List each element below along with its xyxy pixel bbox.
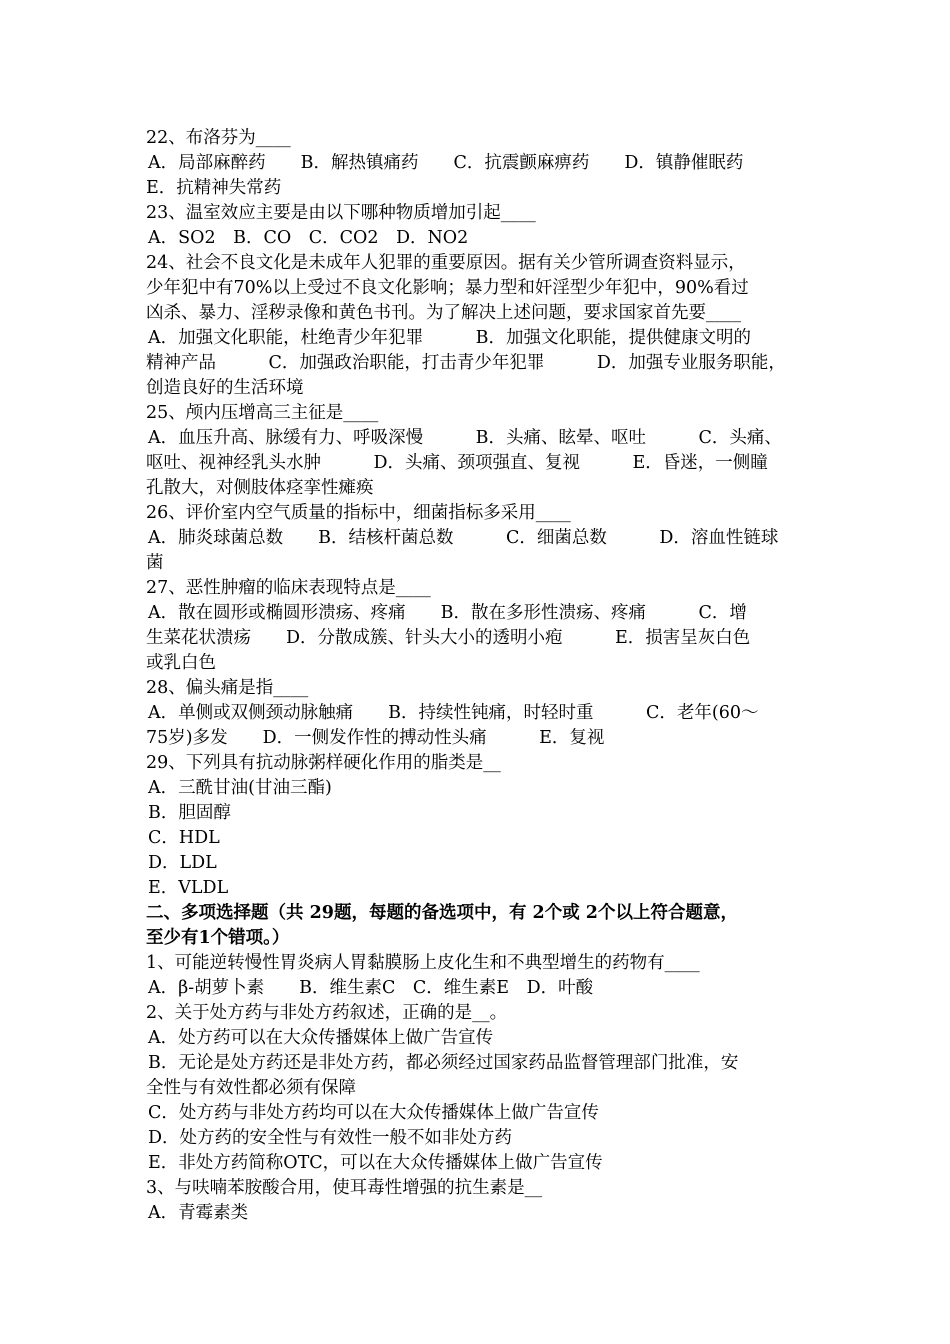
question-text-line: 27、恶性肿瘤的临床表现特点是____	[146, 578, 431, 598]
question-text-line: 少年犯中有70%以上受过不良文化影响；暴力型和奸淫型少年犯中，90%看过	[146, 278, 749, 298]
question-text-line: 28、偏头痛是指____	[146, 678, 309, 698]
answer-options-line: A．加强文化职能，杜绝青少年犯罪 B．加强文化职能，提供健康文明的	[148, 328, 751, 348]
answer-options-line: C．HDL	[148, 828, 220, 848]
question-text-line: 创造良好的生活环境	[146, 378, 304, 398]
answer-options-line: E．非处方药简称OTC，可以在大众传播媒体上做广告宣传	[148, 1153, 603, 1173]
question-text-line: 精神产品 C．加强政治职能，打击青少年犯罪 D．加强专业服务职能，	[146, 353, 786, 373]
question-text-line: 75岁)多发 D．一侧发作性的搏动性头痛 E．复视	[146, 728, 605, 748]
question-text-line: 呕吐、视神经乳头水肿 D．头痛、颈项强直、复视 E．昏迷，一侧瞳	[146, 453, 768, 473]
question-text-line: 凶杀、暴力、淫秽录像和黄色书刊。为了解决上述问题，要求国家首先要____	[146, 303, 741, 323]
answer-options-line: A．三酰甘油(甘油三酯)	[148, 778, 332, 798]
answer-options-line: A．β-胡萝卜素 B．维生素C C．维生素E D．叶酸	[148, 978, 594, 998]
answer-options-line: D．LDL	[148, 853, 217, 873]
answer-options-line: A．血压升高、脉缓有力、呼吸深慢 B．头痛、眩晕、呕吐 C．头痛、	[148, 428, 782, 448]
document-page	[146, 126, 810, 1226]
question-text-line: 29、下列具有抗动脉粥样硬化作用的脂类是__	[146, 753, 501, 773]
answer-options-line: A．青霉素类	[148, 1203, 249, 1223]
question-text-line: 全性与有效性都必须有保障	[146, 1078, 356, 1098]
question-text-line: 或乳白色	[146, 653, 216, 673]
answer-options-line: E．VLDL	[148, 878, 229, 898]
answer-options-line: A．单侧或双侧颈动脉触痛 B．持续性钝痛，时轻时重 C．老年(60～	[148, 703, 759, 723]
question-text-line: 23、温室效应主要是由以下哪种物质增加引起____	[146, 203, 536, 223]
answer-options-line: D．处方药的安全性与有效性一般不如非处方药	[148, 1128, 513, 1148]
section-heading-line: 二、多项选择题（共 29题，每题的备选项中，有 2个或 2个以上符合题意，	[146, 903, 738, 923]
answer-options-line: A．处方药可以在大众传播媒体上做广告宣传	[148, 1028, 494, 1048]
answer-options-line: A．肺炎球菌总数 B．结核杆菌总数 C．细菌总数 D．溶血性链球	[148, 528, 779, 548]
answer-options-line: C．处方药与非处方药均可以在大众传播媒体上做广告宣传	[148, 1103, 599, 1123]
question-text-line: 24、社会不良文化是未成年人犯罪的重要原因。据有关少管所调查资料显示，	[146, 253, 746, 273]
question-text-line: 25、颅内压增高三主征是____	[146, 403, 379, 423]
answer-options-line: A．局部麻醉药 B．解热镇痛药 C．抗震颤麻痹药 D．镇静催眠药	[148, 153, 744, 173]
answer-options-line: A．SO2 B．CO C．CO2 D．NO2	[148, 228, 469, 248]
answer-options-line: A．散在圆形或椭圆形溃疡、疼痛 B．散在多形性溃疡、疼痛 C．增	[148, 603, 747, 623]
answer-options-line: B．无论是处方药还是非处方药，都必须经过国家药品监督管理部门批准，安	[148, 1053, 739, 1073]
question-text-line: 菌	[146, 553, 164, 573]
question-text-line: 3、与呋喃苯胺酸合用，使耳毒性增强的抗生素是__	[146, 1178, 543, 1198]
question-text-line: 1、可能逆转慢性胃炎病人胃黏膜肠上皮化生和不典型增生的药物有____	[146, 953, 700, 973]
question-text-line: 22、布洛芬为____	[146, 128, 291, 148]
answer-options-line: B．胆固醇	[148, 803, 231, 823]
question-text-line: 2、关于处方药与非处方药叙述，正确的是__。	[146, 1003, 508, 1023]
question-text-line: 生菜花状溃疡 D．分散成簇、针头大小的透明小疱 E．损害呈灰白色	[146, 628, 751, 648]
question-text-line: E．抗精神失常药	[146, 178, 282, 198]
question-text-line: 26、评价室内空气质量的指标中，细菌指标多采用____	[146, 503, 571, 523]
question-text-line: 孔散大，对侧肢体痉挛性瘫痪	[146, 478, 374, 498]
section-heading-line: 至少有1个错项。）	[146, 928, 290, 948]
